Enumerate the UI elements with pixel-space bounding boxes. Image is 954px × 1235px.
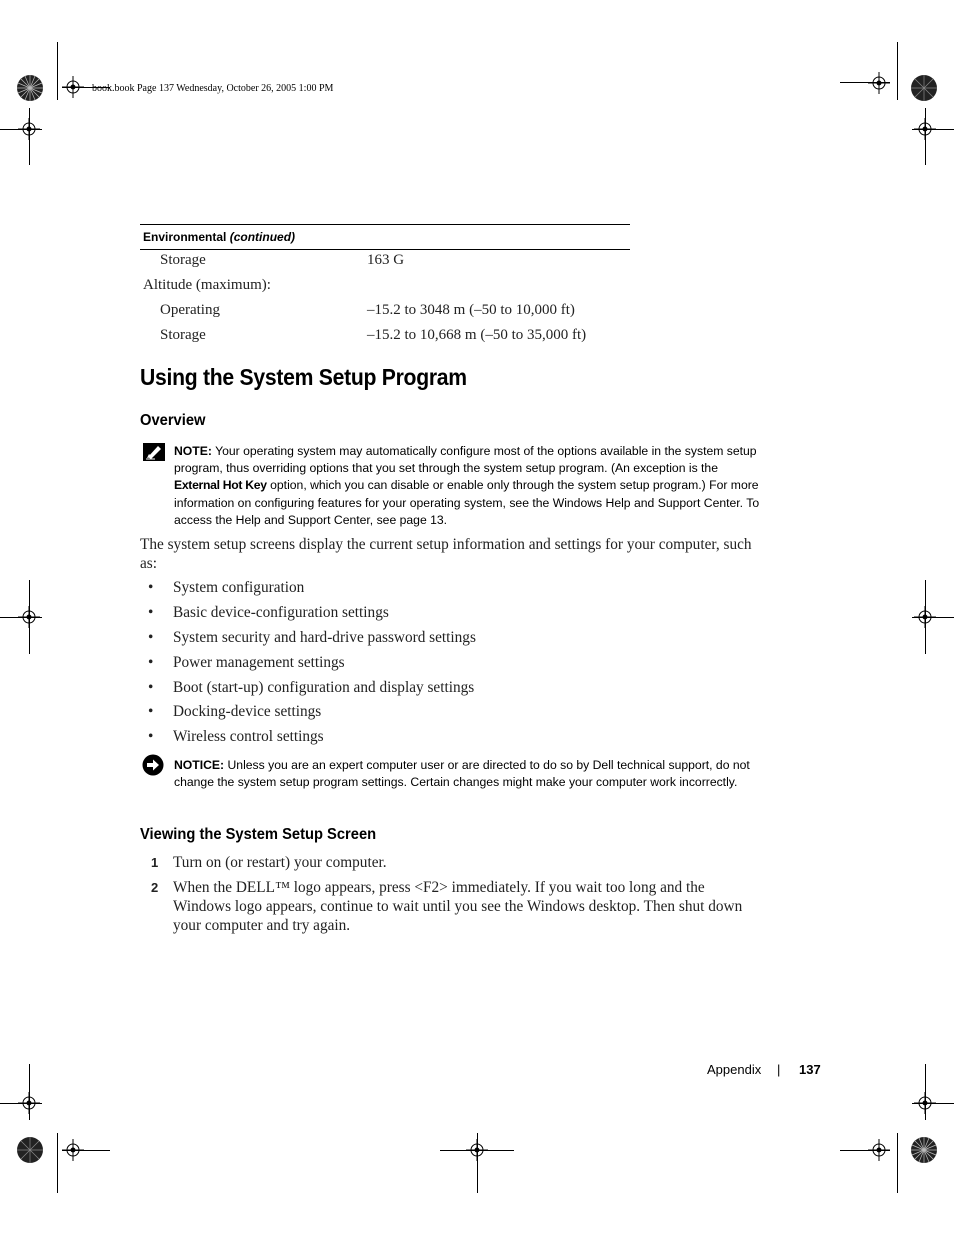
- table-cell-label: Operating: [160, 302, 220, 318]
- registration-target-icon: [62, 76, 84, 98]
- table-cell-label: Storage: [160, 327, 206, 343]
- step-text: When the DELL™ logo appears, press <F2> immediately. If you wait too long and the Windows logo appears, continue to wait until you see the Windows desktop. Then shut down your computer and try again.: [173, 879, 743, 934]
- notice-arrow-icon: [142, 754, 164, 776]
- note-block: [174, 443, 762, 529]
- list-item: [140, 579, 476, 604]
- list-item-text: System configuration: [173, 579, 305, 596]
- list-item: [140, 679, 476, 704]
- registration-target-icon: [868, 72, 890, 94]
- starburst-target-icon: [16, 74, 44, 102]
- registration-target-icon: [914, 1092, 936, 1114]
- viewing-heading: Viewing the System Setup Screen: [140, 826, 377, 843]
- notice-block: [174, 757, 762, 791]
- pencil-note-icon: [143, 443, 165, 461]
- note-label: NOTE:: [174, 444, 212, 458]
- table-row: [140, 250, 630, 275]
- notice-label: NOTICE:: [174, 758, 225, 772]
- step-number: 1: [151, 855, 159, 870]
- environmental-table: [140, 224, 630, 350]
- step-item: [140, 853, 763, 872]
- steps-list: [140, 853, 763, 935]
- table-row: [140, 275, 630, 300]
- starburst-target-icon: [16, 1136, 44, 1164]
- list-item: [140, 604, 476, 629]
- list-item: [140, 629, 476, 654]
- note-text-continued: option, which you can disable or enable only through the system setup program.) For more information on configuring features for your operating system, see the Windows Help and Support Center. To access the Help and Support Center, see page 13.: [174, 478, 760, 527]
- list-item-text: Basic device-configuration settings: [173, 603, 389, 621]
- registration-target-icon: [18, 606, 40, 628]
- list-item-text: Power management settings: [173, 653, 345, 671]
- bullet-marker: •: [148, 703, 154, 721]
- intro-paragraph: The system setup screens display the current setup information and settings for your computer, such as:: [140, 536, 752, 572]
- table-cell-label: Storage: [160, 252, 206, 268]
- table-body: [140, 250, 630, 350]
- registration-target-icon: [18, 118, 40, 140]
- page-number: 137: [799, 1062, 821, 1077]
- registration-target-icon: [18, 1092, 40, 1114]
- table-header: [140, 224, 630, 250]
- page-title: Using the System Setup Program: [140, 364, 467, 390]
- table-row: [140, 325, 630, 350]
- footer-separator: |: [777, 1062, 781, 1077]
- bullet-marker: •: [148, 579, 154, 596]
- note-text: Your operating system may automatically configure most of the options available in the system setup program, thus overriding options that you set through the system setup program. (An exception is the: [174, 444, 757, 476]
- note-keyword: External Hot Key: [174, 478, 267, 493]
- table-cell-label: Altitude (maximum):: [143, 277, 271, 293]
- list-item-text: System security and hard-drive password settings: [173, 628, 476, 646]
- notice-text: Unless you are an expert computer user or are directed to do so by Dell technical support, do not change the system setup program settings. Certain changes might make your computer work incorrectly.: [174, 758, 750, 790]
- table-title: Environmental: [143, 230, 227, 244]
- step-number: 2: [151, 880, 159, 895]
- bullet-marker: •: [148, 628, 154, 646]
- settings-list: [140, 579, 476, 753]
- list-item: [140, 703, 476, 728]
- registration-target-icon: [62, 1139, 84, 1161]
- footer-section: Appendix: [707, 1062, 762, 1077]
- table-title-suffix: (continued): [229, 230, 296, 244]
- step-item: [140, 878, 763, 935]
- print-header-stamp: book.book Page 137 Wednesday, October 26, 2005 1:00 PM: [92, 83, 334, 94]
- list-item-text: Boot (start-up) configuration and display settings: [173, 678, 475, 696]
- table-cell-value: 163 G: [367, 252, 405, 268]
- table-row: [140, 300, 630, 325]
- table-cell-value: –15.2 to 10,668 m (–50 to 35,000 ft): [367, 327, 587, 343]
- starburst-target-icon: [910, 1136, 938, 1164]
- registration-target-icon: [914, 118, 936, 140]
- bullet-marker: •: [148, 678, 154, 696]
- list-item-text: Docking-device settings: [173, 703, 322, 721]
- bullet-marker: •: [148, 728, 154, 746]
- list-item: [140, 728, 476, 753]
- bullet-marker: •: [148, 653, 154, 671]
- bullet-marker: •: [148, 603, 154, 621]
- step-text: Turn on (or restart) your computer.: [173, 854, 387, 871]
- starburst-target-icon: [910, 74, 938, 102]
- overview-heading: Overview: [140, 412, 206, 429]
- registration-target-icon: [466, 1139, 488, 1161]
- list-item: [140, 654, 476, 679]
- registration-target-icon: [868, 1139, 890, 1161]
- registration-target-icon: [914, 606, 936, 628]
- list-item-text: Wireless control settings: [173, 728, 324, 746]
- table-cell-value: –15.2 to 3048 m (–50 to 10,000 ft): [367, 302, 575, 318]
